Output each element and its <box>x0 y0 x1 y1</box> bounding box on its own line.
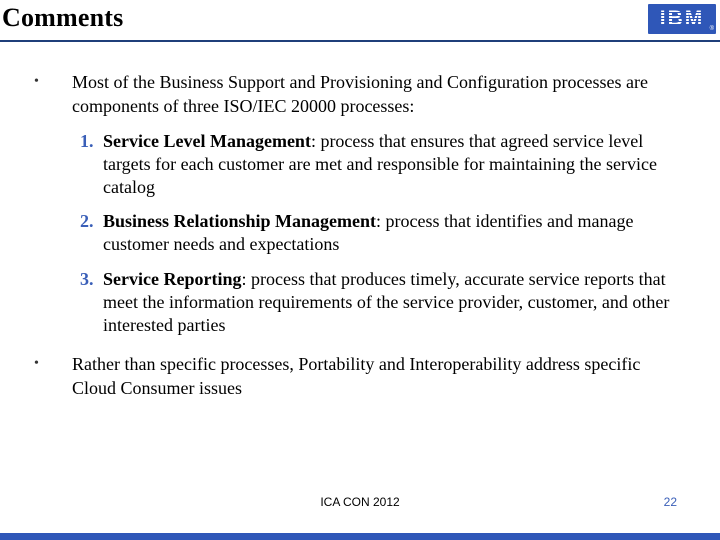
ibm-logo-text: IBM <box>648 4 716 34</box>
item-description: : process that identifies and manage customer needs and expectations <box>103 211 634 254</box>
page-title: Comments <box>2 3 124 32</box>
item-description: : process that produces timely, accurate service reports that meet the information requirements of the service provider, customer, and other interested parties <box>103 269 670 335</box>
item-term: Service Reporting <box>103 269 242 289</box>
item-description: : process that ensures that agreed service level targets for each customer are met and responsible for maintaining the service catalog <box>103 131 657 197</box>
item-number: 1. <box>80 131 94 151</box>
title-divider <box>0 40 720 42</box>
bottom-bar <box>0 533 720 540</box>
bullet-icon: • <box>34 356 39 371</box>
item-number: 3. <box>80 269 94 289</box>
item-term: Service Level Management <box>103 131 311 151</box>
footer-conference: ICA CON 2012 <box>320 495 400 509</box>
item-term: Business Relationship Management <box>103 211 377 231</box>
item-number: 2. <box>80 211 94 231</box>
page-number: 22 <box>663 495 677 509</box>
numbered-item <box>80 130 680 199</box>
ibm-logo <box>648 4 716 34</box>
numbered-item <box>80 210 680 256</box>
bullet-icon: • <box>34 74 39 89</box>
bullet-text: Rather than specific processes, Portability and Interoperability address specific Cloud Consumer issues <box>72 354 641 398</box>
numbered-item <box>80 268 680 337</box>
registered-mark: ® <box>709 26 714 32</box>
bullet-text: Most of the Business Support and Provisioning and Configuration processes are components of three ISO/IEC 20000 processes: <box>72 72 648 116</box>
